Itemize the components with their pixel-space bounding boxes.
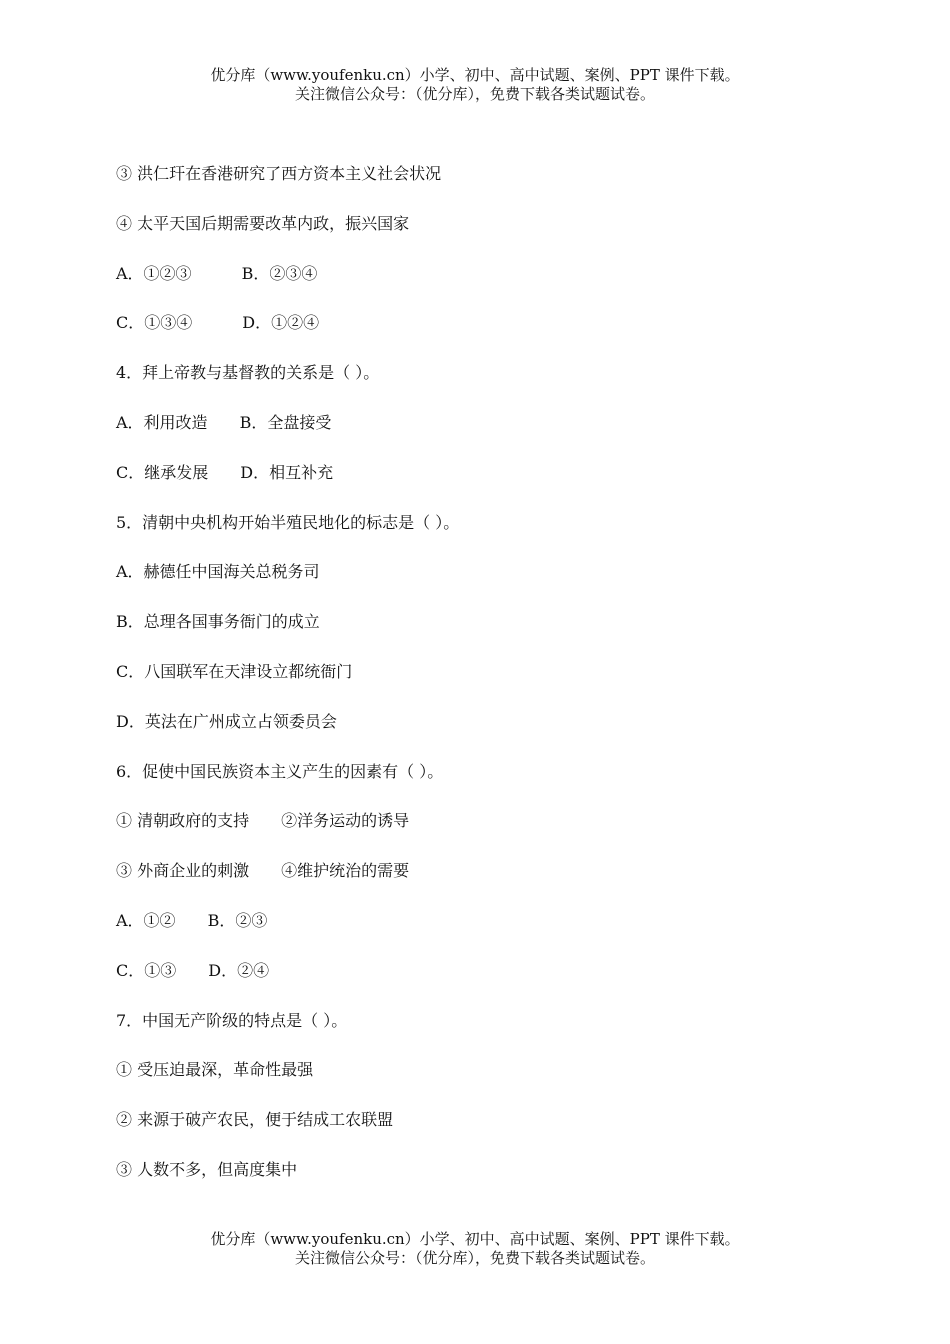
q4-option-b: B．全盘接受	[239, 412, 332, 432]
q6-option-b: B．②③	[207, 910, 268, 930]
header-line-1: 优分库（www.youfenku.cn）小学、初中、高中试题、案例、PPT 课件下载。	[210, 66, 740, 84]
q5-stem: 5．清朝中央机构开始半殖民地化的标志是（ ）。	[116, 512, 460, 532]
q4-options-cd	[116, 461, 876, 511]
q3-option-d: D．①②④	[242, 313, 320, 333]
page-footer	[0, 1230, 950, 1268]
q4-option-c: C．继承发展	[116, 462, 209, 482]
q6-statement-1: ① 清朝政府的支持	[116, 811, 250, 831]
q4-options-ab	[116, 411, 876, 461]
q6-statements-12	[116, 809, 876, 859]
q7-statement-1: ① 受压迫最深，革命性最强	[116, 1060, 314, 1080]
q6-options-ab	[116, 909, 876, 959]
q5-option-b: B．总理各国事务衙门的成立	[116, 612, 320, 632]
q7-stem: 7．中国无产阶级的特点是（ ）。	[116, 1010, 348, 1030]
q5-option-c: C．八国联军在天津设立都统衙门	[116, 661, 353, 681]
footer-line-2: 关注微信公众号：（优分库），免费下载各类试题试卷。	[294, 1249, 655, 1267]
q4-option-a: A．利用改造	[116, 412, 208, 432]
page-header	[0, 66, 950, 104]
q6-stem: 6．促使中国民族资本主义产生的因素有（ ）。	[116, 761, 444, 781]
document-body	[116, 162, 876, 1208]
q6-options-cd	[116, 959, 876, 1009]
q3-option-b: B．②③④	[241, 263, 318, 283]
header-line-2: 关注微信公众号：（优分库），免费下载各类试题试卷。	[294, 85, 655, 103]
q5-option-a: A．赫德任中国海关总税务司	[116, 562, 320, 582]
q6-statement-4: ④维护统治的需要	[281, 861, 410, 881]
q7-statement-2: ② 来源于破产农民，便于结成工农联盟	[116, 1110, 394, 1130]
footer-line-1: 优分库（www.youfenku.cn）小学、初中、高中试题、案例、PPT 课件下载。	[210, 1230, 740, 1248]
q6-statement-3: ③ 外商企业的刺激	[116, 861, 250, 881]
q4-option-d: D．相互补充	[240, 462, 334, 482]
q4-stem: 4．拜上帝教与基督教的关系是（ ）。	[116, 363, 380, 383]
q3-statement-4: ④ 太平天国后期需要改革内政，振兴国家	[116, 213, 410, 233]
q6-option-a: A．①②	[116, 910, 176, 930]
q7-statement-3: ③ 人数不多，但高度集中	[116, 1159, 298, 1179]
q3-options-cd	[116, 311, 876, 361]
q3-option-a: A．①②③	[116, 263, 192, 283]
q3-options-ab	[116, 262, 876, 312]
q5-option-d: D．英法在广州成立占领委员会	[116, 711, 337, 731]
q6-statement-2: ②洋务运动的诱导	[281, 811, 410, 831]
q6-option-c: C．①③	[116, 960, 177, 980]
q3-option-c: C．①③④	[116, 313, 193, 333]
q6-option-d: D．②④	[208, 960, 270, 980]
q6-statements-34	[116, 859, 876, 909]
q3-statement-3: ③ 洪仁玕在香港研究了西方资本主义社会状况	[116, 164, 442, 183]
